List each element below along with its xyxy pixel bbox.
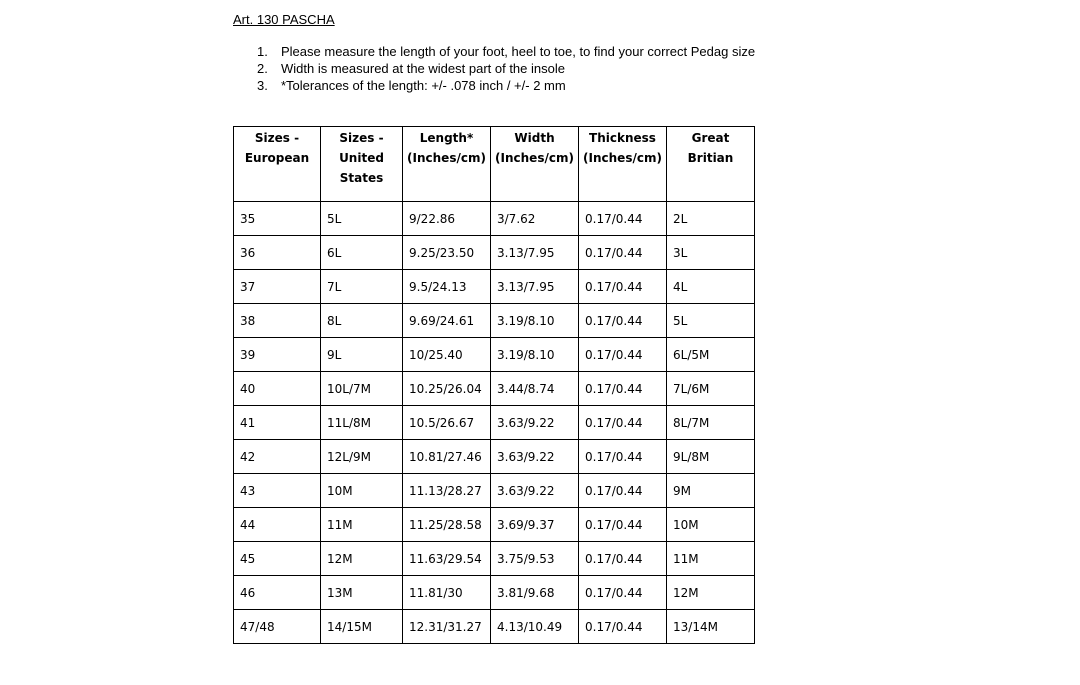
cell-length: 11.63/29.54 <box>403 542 491 576</box>
cell-thickness: 0.17/0.44 <box>579 202 667 236</box>
column-header-length <box>403 127 491 202</box>
cell-us-size: 10M <box>321 474 403 508</box>
cell-european-size: 35 <box>234 202 321 236</box>
cell-gb-size: 7L/6M <box>667 372 755 406</box>
column-header-line: (Inches/cm) <box>495 151 574 165</box>
cell-width: 3.13/7.95 <box>491 270 579 304</box>
cell-european-size: 42 <box>234 440 321 474</box>
cell-gb-size: 9M <box>667 474 755 508</box>
cell-length: 9.25/23.50 <box>403 236 491 270</box>
cell-european-size: 46 <box>234 576 321 610</box>
instruction-item <box>257 60 755 77</box>
cell-european-size: 36 <box>234 236 321 270</box>
cell-thickness: 0.17/0.44 <box>579 406 667 440</box>
cell-width: 3.63/9.22 <box>491 440 579 474</box>
cell-european-size: 38 <box>234 304 321 338</box>
instruction-number: 2. <box>257 61 268 76</box>
cell-european-size: 39 <box>234 338 321 372</box>
instruction-item <box>257 43 755 60</box>
column-header-line: (Inches/cm) <box>583 151 662 165</box>
cell-european-size: 44 <box>234 508 321 542</box>
cell-thickness: 0.17/0.44 <box>579 576 667 610</box>
cell-thickness: 0.17/0.44 <box>579 440 667 474</box>
cell-thickness: 0.17/0.44 <box>579 338 667 372</box>
cell-us-size: 9L <box>321 338 403 372</box>
column-header-line: Britian <box>687 151 734 165</box>
cell-width: 3.19/8.10 <box>491 338 579 372</box>
cell-us-size: 14/15M <box>321 610 403 644</box>
cell-length: 11.13/28.27 <box>403 474 491 508</box>
cell-length: 9/22.86 <box>403 202 491 236</box>
instruction-text: Width is measured at the widest part of the insole <box>281 61 565 76</box>
cell-us-size: 10L/7M <box>321 372 403 406</box>
cell-gb-size: 12M <box>667 576 755 610</box>
cell-width: 3.81/9.68 <box>491 576 579 610</box>
cell-width: 4.13/10.49 <box>491 610 579 644</box>
table-row <box>234 474 755 508</box>
cell-length: 10.5/26.67 <box>403 406 491 440</box>
cell-length: 10.25/26.04 <box>403 372 491 406</box>
cell-us-size: 13M <box>321 576 403 610</box>
cell-us-size: 8L <box>321 304 403 338</box>
table-row <box>234 372 755 406</box>
instructions-list <box>257 43 755 94</box>
cell-length: 9.5/24.13 <box>403 270 491 304</box>
table-body <box>234 202 755 644</box>
column-header-line: Great <box>691 131 730 145</box>
column-header-gb-size <box>667 127 755 202</box>
document-title: Art. 130 PASCHA <box>233 12 335 27</box>
cell-gb-size: 5L <box>667 304 755 338</box>
column-header-line: States <box>339 171 384 185</box>
cell-european-size: 43 <box>234 474 321 508</box>
cell-length: 10.81/27.46 <box>403 440 491 474</box>
table-row <box>234 236 755 270</box>
cell-thickness: 0.17/0.44 <box>579 304 667 338</box>
cell-length: 10/25.40 <box>403 338 491 372</box>
column-header-line: (Inches/cm) <box>407 151 486 165</box>
cell-width: 3.69/9.37 <box>491 508 579 542</box>
column-header-line: Length* <box>419 131 474 145</box>
cell-thickness: 0.17/0.44 <box>579 372 667 406</box>
table-row <box>234 406 755 440</box>
table-row <box>234 202 755 236</box>
table-row <box>234 440 755 474</box>
cell-thickness: 0.17/0.44 <box>579 270 667 304</box>
cell-length: 11.25/28.58 <box>403 508 491 542</box>
cell-thickness: 0.17/0.44 <box>579 542 667 576</box>
table-row <box>234 610 755 644</box>
cell-gb-size: 9L/8M <box>667 440 755 474</box>
instruction-number: 1. <box>257 44 268 59</box>
cell-thickness: 0.17/0.44 <box>579 610 667 644</box>
column-header-line: Sizes - <box>254 131 300 145</box>
cell-us-size: 11L/8M <box>321 406 403 440</box>
column-header-line: Width <box>514 131 555 145</box>
cell-width: 3.75/9.53 <box>491 542 579 576</box>
cell-thickness: 0.17/0.44 <box>579 474 667 508</box>
cell-gb-size: 6L/5M <box>667 338 755 372</box>
cell-us-size: 6L <box>321 236 403 270</box>
cell-gb-size: 2L <box>667 202 755 236</box>
table-header <box>234 127 755 202</box>
instruction-item <box>257 77 755 94</box>
cell-gb-size: 3L <box>667 236 755 270</box>
cell-us-size: 11M <box>321 508 403 542</box>
cell-european-size: 40 <box>234 372 321 406</box>
cell-width: 3.13/7.95 <box>491 236 579 270</box>
cell-gb-size: 8L/7M <box>667 406 755 440</box>
table-row <box>234 270 755 304</box>
column-header-line: Thickness <box>589 131 656 145</box>
cell-european-size: 45 <box>234 542 321 576</box>
cell-width: 3.44/8.74 <box>491 372 579 406</box>
cell-us-size: 5L <box>321 202 403 236</box>
cell-width: 3.63/9.22 <box>491 406 579 440</box>
cell-thickness: 0.17/0.44 <box>579 236 667 270</box>
table-row <box>234 576 755 610</box>
column-header-us-size <box>321 127 403 202</box>
cell-length: 11.81/30 <box>403 576 491 610</box>
cell-us-size: 12L/9M <box>321 440 403 474</box>
cell-width: 3/7.62 <box>491 202 579 236</box>
size-chart-table <box>233 126 755 644</box>
cell-european-size: 47/48 <box>234 610 321 644</box>
column-header-line: United <box>339 151 384 165</box>
cell-width: 3.19/8.10 <box>491 304 579 338</box>
table-row <box>234 304 755 338</box>
cell-length: 12.31/31.27 <box>403 610 491 644</box>
cell-width: 3.63/9.22 <box>491 474 579 508</box>
cell-length: 9.69/24.61 <box>403 304 491 338</box>
column-header-line: European <box>244 151 310 165</box>
instruction-number: 3. <box>257 78 268 93</box>
column-header-width <box>491 127 579 202</box>
table-row <box>234 338 755 372</box>
column-header-thickness <box>579 127 667 202</box>
cell-european-size: 41 <box>234 406 321 440</box>
cell-thickness: 0.17/0.44 <box>579 508 667 542</box>
instruction-text: Please measure the length of your foot, heel to toe, to find your correct Pedag size <box>281 44 756 59</box>
cell-gb-size: 11M <box>667 542 755 576</box>
cell-gb-size: 13/14M <box>667 610 755 644</box>
table-row <box>234 542 755 576</box>
cell-gb-size: 10M <box>667 508 755 542</box>
cell-european-size: 37 <box>234 270 321 304</box>
cell-us-size: 12M <box>321 542 403 576</box>
table-row <box>234 508 755 542</box>
cell-gb-size: 4L <box>667 270 755 304</box>
column-header-european-size <box>234 127 321 202</box>
instruction-text: *Tolerances of the length: +/- .078 inch / +/- 2 mm <box>281 78 566 93</box>
cell-us-size: 7L <box>321 270 403 304</box>
column-header-line: Sizes - <box>339 131 384 145</box>
table-header-row <box>234 127 755 202</box>
